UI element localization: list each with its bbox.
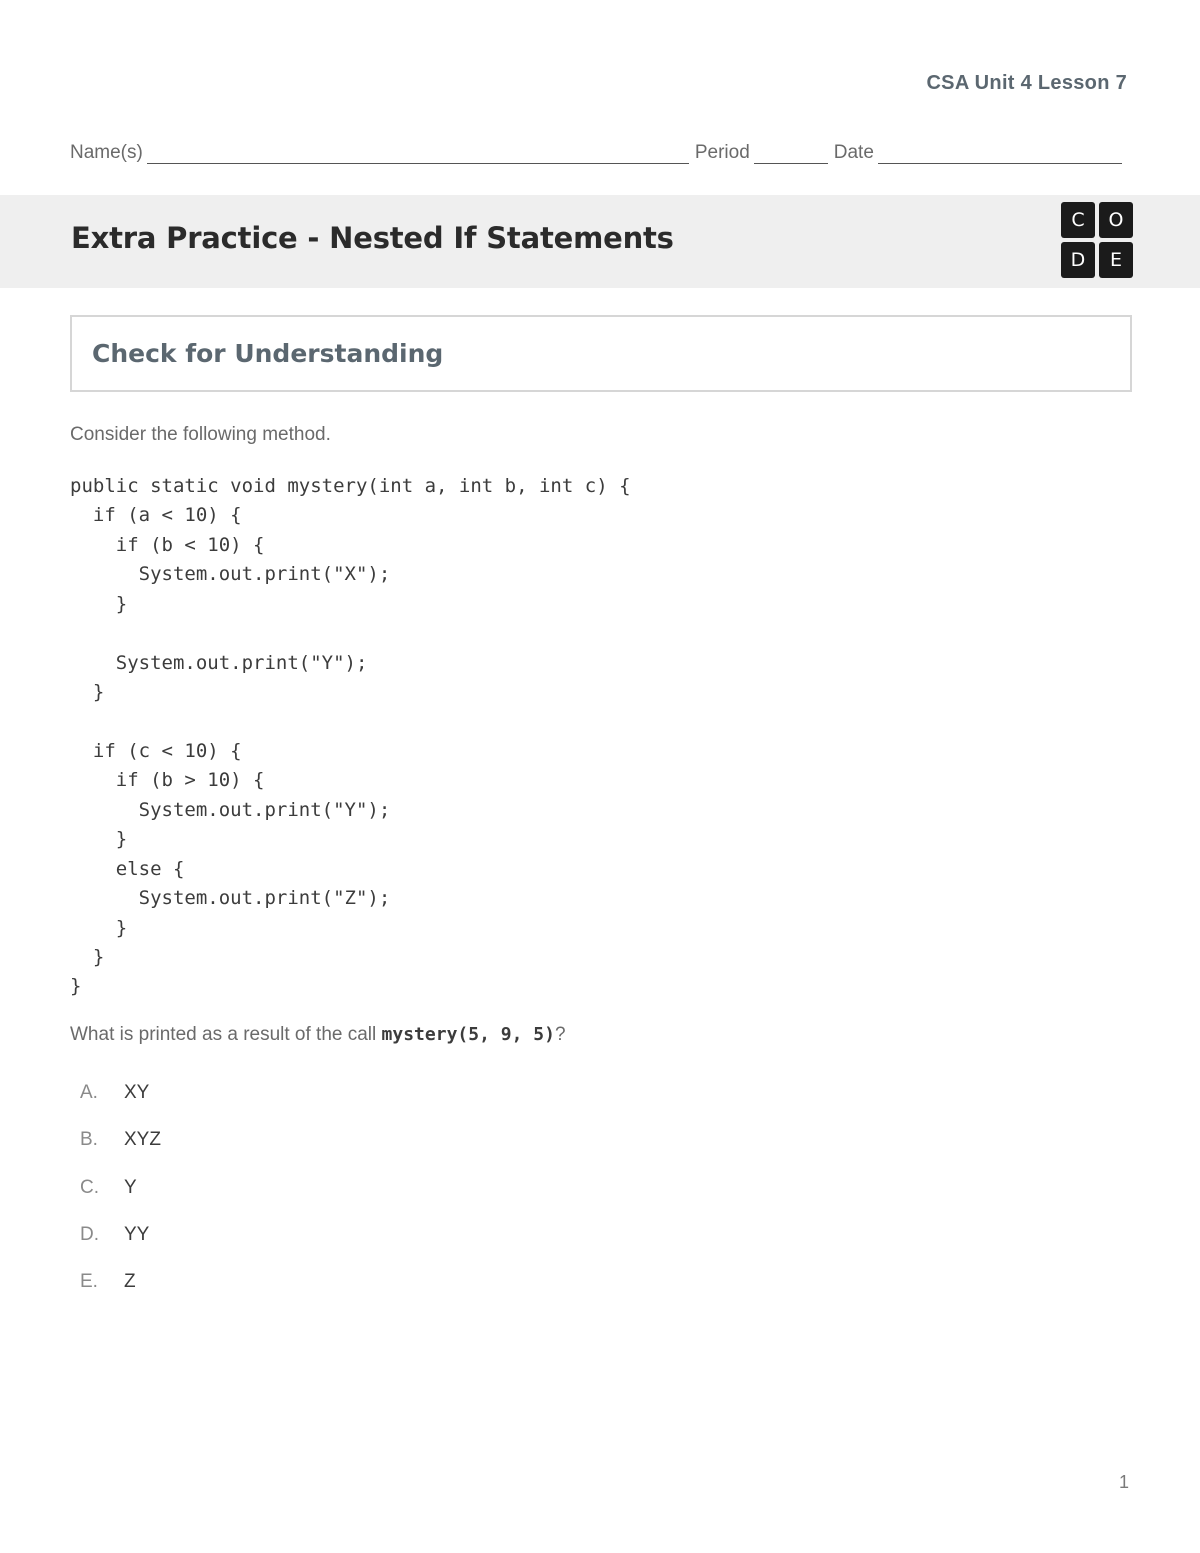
question-text [70, 1024, 566, 1046]
code-line: } [70, 828, 128, 851]
answer-choice [80, 1271, 161, 1318]
page-number: 1 [1118, 1472, 1129, 1492]
period-label: Period [694, 142, 750, 163]
choice-letter: E. [80, 1271, 98, 1293]
period-blank [754, 145, 828, 164]
logo-letter: E [1099, 242, 1133, 278]
answer-choice [80, 1129, 161, 1176]
date-blank [878, 145, 1122, 164]
section-title: Check for Understanding [92, 339, 444, 368]
code-logo-icon [1061, 202, 1134, 281]
code-line: else { [70, 857, 185, 880]
code-line: System.out.print("Y"); [70, 651, 368, 674]
logo-letter: C [1061, 202, 1095, 238]
code-line: } [70, 975, 82, 998]
choice-text: Y [124, 1176, 137, 1198]
check-for-understanding-box [70, 315, 1132, 392]
choice-letter: D. [80, 1223, 99, 1245]
code-line: public static void mystery(int a, int b, int c) { [70, 475, 631, 497]
code-line: if (b > 10) { [70, 769, 265, 792]
code-block [70, 472, 631, 1002]
intro-text: Consider the following method. [70, 424, 331, 445]
code-line: System.out.print("X"); [70, 563, 391, 586]
choice-letter: B. [80, 1129, 98, 1151]
code-line: if (b < 10) { [70, 533, 265, 556]
answer-choice [80, 1224, 161, 1271]
name-blank [147, 145, 689, 164]
name-label: Name(s) [70, 142, 143, 163]
code-line: System.out.print("Z"); [70, 887, 391, 910]
choice-letter: C. [80, 1176, 99, 1198]
answer-choices [80, 1082, 161, 1318]
code-line: if (a < 10) { [70, 504, 242, 527]
code-line [70, 619, 631, 648]
code-line [70, 708, 631, 737]
question-call: mystery(5, 9, 5) [381, 1024, 555, 1045]
code-line: } [70, 592, 128, 615]
answer-choice [80, 1082, 161, 1129]
code-line: } [70, 681, 105, 704]
choice-text: Z [124, 1271, 136, 1293]
code-line: System.out.print("Y"); [70, 798, 391, 821]
code-line: } [70, 916, 128, 939]
page-title: Extra Practice - Nested If Statements [71, 221, 674, 255]
logo-letter: D [1061, 242, 1095, 278]
choice-text: YY [124, 1223, 150, 1245]
question-prefix: What is printed as a result of the call [70, 1024, 382, 1045]
choice-letter: A. [80, 1082, 98, 1103]
choice-text: XYZ [124, 1129, 161, 1151]
title-band [0, 195, 1200, 288]
choice-text: XY [124, 1082, 150, 1103]
logo-letter: O [1099, 202, 1133, 238]
unit-lesson-header: CSA Unit 4 Lesson 7 [926, 72, 1127, 94]
code-line: if (c < 10) { [70, 739, 242, 762]
code-line: } [70, 946, 105, 968]
name-period-date-line [70, 142, 1122, 164]
answer-choice [80, 1177, 161, 1224]
question-suffix: ? [554, 1024, 566, 1045]
date-label: Date [833, 142, 874, 163]
